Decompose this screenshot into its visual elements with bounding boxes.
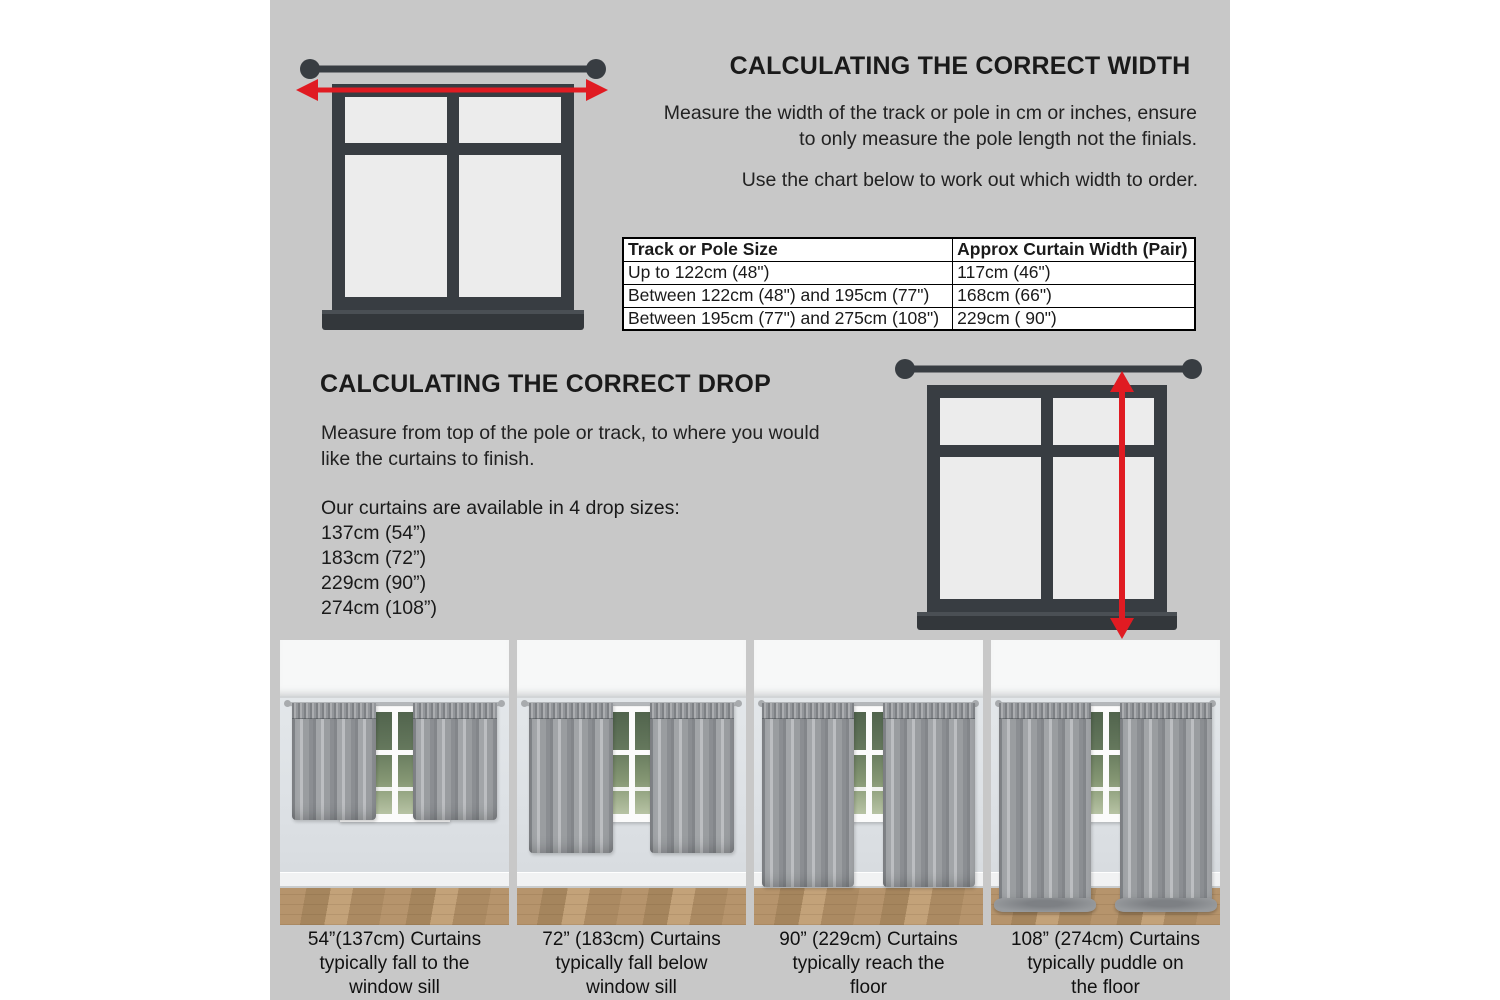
caption-line: 90” (229cm) Curtains [779, 929, 958, 950]
arrow-head-right-icon [586, 79, 608, 101]
curtain-panel-right [883, 703, 975, 887]
width-instructions-line2: to only measure the pole length not the finials. [799, 128, 1197, 150]
table-row [623, 284, 1195, 307]
width-instructions-line1: Measure the width of the track or pole in cm or inches, ensure [663, 102, 1197, 124]
curtain-panel-left [762, 703, 854, 887]
drop-instructions-line2: like the curtains to finish. [321, 448, 535, 470]
pole-finial-right-icon [1182, 359, 1202, 379]
caption-line: typically reach the [792, 953, 945, 974]
drop-size-item: 137cm (54”) [321, 522, 427, 544]
cornice [280, 640, 509, 698]
drop-sizes-list [321, 496, 680, 621]
table-cell: 168cm (66") [953, 284, 1195, 307]
table-cell: Between 122cm (48") and 195cm (77") [623, 284, 953, 307]
curtain-width-table [622, 237, 1196, 331]
drop-instructions [321, 420, 820, 472]
caption-line: window sill [586, 977, 677, 998]
drop-size-item: 229cm (90”) [321, 572, 427, 594]
caption-90in [754, 928, 983, 1000]
table-header-row [623, 238, 1195, 261]
table-row [623, 261, 1195, 284]
curtain-panel-right [650, 703, 734, 853]
photo-curtains-108in [991, 640, 1220, 925]
caption-line: typically fall below [555, 953, 708, 974]
wood-floor [280, 888, 509, 925]
caption-72in [517, 928, 746, 1000]
table-cell: Up to 122cm (48") [623, 261, 953, 284]
curtain-panel-left [999, 703, 1091, 907]
caption-54in [280, 928, 509, 1000]
table-cell: Between 195cm (77") and 275cm (108") [623, 307, 953, 330]
caption-line: 72” (183cm) Curtains [542, 929, 721, 950]
photo-curtains-72in [517, 640, 746, 925]
width-section-title: CALCULATING THE CORRECT WIDTH [729, 52, 1191, 80]
caption-line: typically puddle on [1027, 953, 1184, 974]
caption-108in [991, 928, 1220, 1000]
cornice [517, 640, 746, 698]
drop-instructions-line1: Measure from top of the pole or track, to where you would [321, 422, 820, 444]
caption-line: 54”(137cm) Curtains [307, 929, 482, 950]
table-cell: 117cm (46") [953, 261, 1195, 284]
table-header-pole-size: Track or Pole Size [623, 238, 953, 261]
drop-section-title: CALCULATING THE CORRECT DROP [320, 370, 771, 398]
caption-line: typically fall to the [319, 953, 470, 974]
drop-size-item: 274cm (108”) [321, 597, 437, 619]
table-header-curtain-width: Approx Curtain Width (Pair) [953, 238, 1195, 261]
width-chart-note: Use the chart below to work out which width to order. [741, 169, 1198, 191]
photo-curtains-54in [280, 640, 509, 925]
photo-curtains-90in [754, 640, 983, 925]
drop-sizes-intro: Our curtains are available in 4 drop sizes: [321, 497, 680, 519]
caption-line: the floor [1071, 977, 1140, 998]
table-row [623, 307, 1195, 330]
arrow-head-left-icon [296, 79, 318, 101]
width-measure-illustration [270, 20, 660, 360]
skirting-board [280, 872, 509, 888]
drop-measure-illustration [880, 345, 1230, 645]
arrow-head-up-icon [1110, 371, 1134, 392]
caption-line: 108” (274cm) Curtains [1010, 929, 1201, 950]
cornice [754, 640, 983, 698]
curtain-panel-left [292, 703, 376, 820]
curtain-panel-right [413, 703, 497, 820]
caption-line: window sill [349, 977, 440, 998]
wood-floor [754, 888, 983, 925]
curtain-panel-right [1120, 703, 1212, 907]
width-instructions [664, 100, 1197, 152]
skirting-board [517, 872, 746, 888]
wood-floor [517, 888, 746, 925]
drop-size-item: 183cm (72”) [321, 547, 427, 569]
cornice [991, 640, 1220, 698]
caption-line: floor [850, 977, 887, 998]
pole-finial-left-icon [895, 359, 915, 379]
pole-finial-left-icon [300, 59, 320, 79]
table-cell: 229cm ( 90") [953, 307, 1195, 330]
pole-finial-right-icon [586, 59, 606, 79]
curtain-panel-left [529, 703, 613, 853]
